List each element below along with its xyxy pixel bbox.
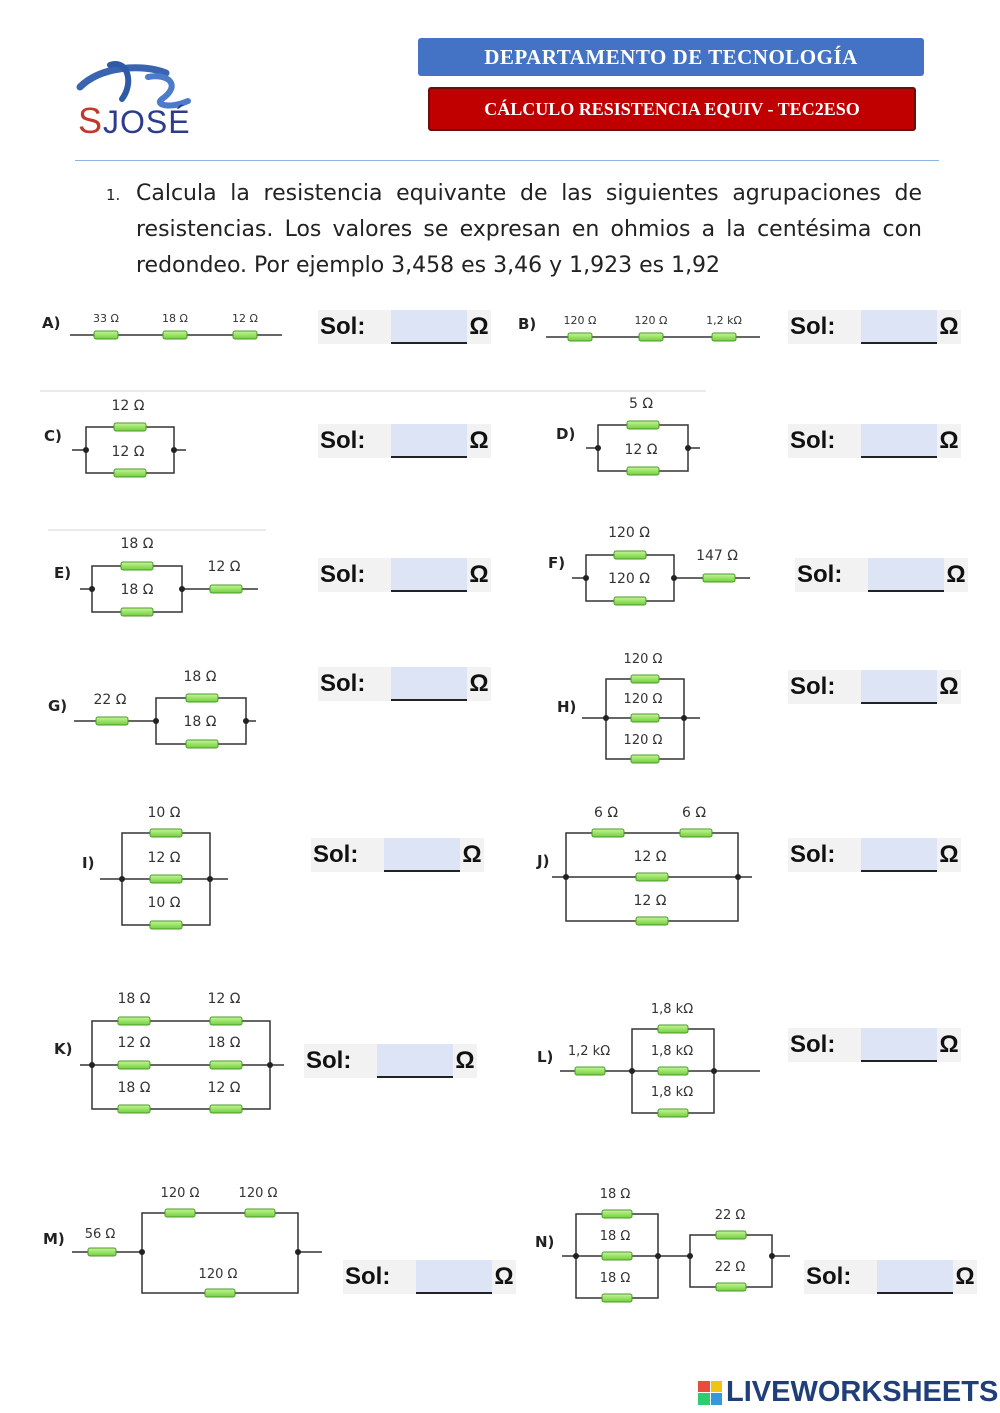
label-d1: 5 Ω: [628, 396, 654, 412]
label-n1: 18 Ω: [599, 1187, 631, 1202]
sol-j: [788, 838, 961, 872]
letter-d: D): [556, 425, 576, 443]
ohm-unit: Ω: [939, 427, 959, 454]
footer-brand: [698, 1376, 998, 1409]
label-l3: 1,8 kΩ: [650, 1044, 694, 1059]
label-h1: 120 Ω: [623, 652, 663, 667]
resistor-k2: [210, 1017, 242, 1025]
letter-i: I): [82, 854, 95, 872]
resistor-e3: [210, 585, 242, 593]
sol-c: [318, 424, 491, 458]
letter-g: G): [48, 697, 68, 715]
sol-label: Sol:: [306, 1047, 352, 1074]
resistor-g3: [186, 740, 218, 748]
answer-input-k[interactable]: [377, 1044, 453, 1078]
label-m4: 120 Ω: [198, 1267, 238, 1282]
resistor-a3: [233, 331, 257, 339]
logo-name: JOSÉ: [103, 104, 191, 140]
resistor-j4: [636, 917, 668, 925]
label-k3: 12 Ω: [117, 1035, 151, 1051]
sol-label: Sol:: [790, 673, 836, 700]
label-i2: 12 Ω: [147, 850, 181, 866]
resistor-i3: [150, 921, 182, 929]
letter-c: C): [44, 427, 62, 445]
label-l4: 1,8 kΩ: [650, 1085, 694, 1100]
label-h2: 120 Ω: [623, 692, 663, 707]
resistor-e2: [121, 608, 153, 616]
label-m3: 120 Ω: [238, 1186, 278, 1201]
resistor-n3: [602, 1294, 632, 1302]
label-a3: 12 Ω: [232, 312, 258, 325]
answer-input-i[interactable]: [384, 838, 460, 872]
letter-a: A): [42, 314, 61, 332]
ohm-unit: Ω: [494, 1263, 514, 1290]
answer-input-m[interactable]: [416, 1260, 492, 1294]
answer-input-g[interactable]: [391, 667, 467, 701]
ohm-unit: Ω: [462, 841, 482, 868]
label-j4: 12 Ω: [633, 893, 667, 909]
label-n3: 18 Ω: [599, 1271, 631, 1286]
resistor-f3: [703, 574, 735, 582]
instruction-number: 1.: [106, 186, 121, 204]
resistor-k6: [210, 1105, 242, 1113]
sol-label: Sol:: [320, 313, 366, 340]
resistor-k5: [118, 1105, 150, 1113]
sol-i: [311, 838, 484, 872]
resistor-n1: [602, 1210, 632, 1218]
resistor-n2: [602, 1252, 632, 1260]
sol-k: [304, 1044, 477, 1078]
resistor-h1: [631, 675, 659, 683]
ohm-unit: Ω: [939, 673, 959, 700]
footer-brand-text: LIVEWORKSHEETS: [726, 1376, 999, 1408]
label-c1: 12 Ω: [111, 398, 145, 414]
answer-input-l[interactable]: [861, 1028, 937, 1062]
resistor-b2: [639, 333, 663, 341]
resistor-h2: [631, 714, 659, 722]
answer-input-a[interactable]: [391, 310, 467, 344]
label-n4: 22 Ω: [714, 1208, 746, 1223]
sol-a: [318, 310, 491, 344]
resistor-h3: [631, 755, 659, 763]
sol-label: Sol:: [797, 561, 843, 588]
resistor-j1: [592, 829, 624, 837]
label-f2: 120 Ω: [608, 571, 650, 587]
label-l1: 1,2 kΩ: [567, 1044, 611, 1059]
sol-label: Sol:: [345, 1263, 391, 1290]
ohm-unit: Ω: [939, 1031, 959, 1058]
resistor-d1: [627, 421, 659, 429]
resistor-f1: [614, 551, 646, 559]
label-b1: 120 Ω: [563, 314, 597, 327]
resistor-c2: [114, 469, 146, 477]
label-e1: 18 Ω: [120, 536, 154, 552]
ohm-unit: Ω: [455, 1047, 475, 1074]
label-e3: 12 Ω: [207, 559, 241, 575]
label-g1: 22 Ω: [93, 692, 127, 708]
label-m2: 120 Ω: [160, 1186, 200, 1201]
resistor-i2: [150, 875, 182, 883]
label-n2: 18 Ω: [599, 1229, 631, 1244]
label-k5: 18 Ω: [117, 1080, 151, 1096]
label-f1: 120 Ω: [608, 525, 650, 541]
answer-input-e[interactable]: [391, 558, 467, 592]
label-g2: 18 Ω: [183, 669, 217, 685]
sol-d: [788, 424, 961, 458]
sol-label: Sol:: [320, 670, 366, 697]
label-f3: 147 Ω: [696, 548, 738, 564]
sol-label: Sol:: [320, 561, 366, 588]
label-d2: 12 Ω: [624, 442, 658, 458]
label-j2: 6 Ω: [681, 805, 707, 821]
resistor-g1: [96, 717, 128, 725]
sol-label: Sol:: [313, 841, 359, 868]
sol-e: [318, 558, 491, 592]
resistor-m4: [205, 1289, 235, 1297]
sol-label: Sol:: [790, 313, 836, 340]
label-g3: 18 Ω: [183, 714, 217, 730]
sol-n: [804, 1260, 977, 1294]
resistor-m1: [88, 1248, 116, 1256]
ohm-unit: Ω: [955, 1263, 975, 1290]
resistor-labels: [85, 312, 746, 1286]
label-k2: 12 Ω: [207, 991, 241, 1007]
resistor-a2: [163, 331, 187, 339]
label-i1: 10 Ω: [147, 805, 181, 821]
letter-k: K): [54, 1040, 73, 1058]
label-e2: 18 Ω: [120, 582, 154, 598]
label-k1: 18 Ω: [117, 991, 151, 1007]
resistor-k3: [118, 1061, 150, 1069]
resistor-d2: [627, 467, 659, 475]
letter-b: B): [518, 315, 537, 333]
resistor-b1: [568, 333, 592, 341]
label-l2: 1,8 kΩ: [650, 1002, 694, 1017]
answer-input-n[interactable]: [877, 1260, 953, 1294]
letter-l: L): [537, 1048, 554, 1066]
resistor-g2: [186, 694, 218, 702]
sol-f: [795, 558, 968, 592]
resistor-l2: [658, 1025, 688, 1033]
sol-l: [788, 1028, 961, 1062]
label-a2: 18 Ω: [162, 312, 188, 325]
sol-label: Sol:: [790, 427, 836, 454]
letter-j: J): [537, 852, 550, 870]
answer-input-b[interactable]: [861, 310, 937, 344]
label-k4: 18 Ω: [207, 1035, 241, 1051]
ohm-unit: Ω: [939, 841, 959, 868]
label-a1: 33 Ω: [93, 312, 119, 325]
label-n5: 22 Ω: [714, 1260, 746, 1275]
ohm-unit: Ω: [946, 561, 966, 588]
ohm-unit: Ω: [469, 313, 489, 340]
label-b3: 1,2 kΩ: [706, 314, 742, 327]
resistor-a1: [94, 331, 118, 339]
resistor-f2: [614, 597, 646, 605]
resistors: [88, 331, 746, 1302]
resistor-c1: [114, 423, 146, 431]
label-b2: 120 Ω: [634, 314, 668, 327]
sol-label: Sol:: [320, 427, 366, 454]
label-k6: 12 Ω: [207, 1080, 241, 1096]
resistor-n5: [716, 1283, 746, 1291]
letter-m: M): [43, 1230, 65, 1248]
sol-g: [318, 667, 491, 701]
sol-b: [788, 310, 961, 344]
resistor-l4: [658, 1109, 688, 1117]
resistor-k1: [118, 1017, 150, 1025]
letter-n: N): [535, 1233, 555, 1251]
resistor-l1: [575, 1067, 605, 1075]
sol-m: [343, 1260, 516, 1294]
label-i3: 10 Ω: [147, 895, 181, 911]
answer-input-h[interactable]: [861, 670, 937, 704]
letter-h: H): [557, 698, 577, 716]
ohm-unit: Ω: [469, 427, 489, 454]
resistor-e1: [121, 562, 153, 570]
instruction-text: Calcula la resistencia equivante de las siguientes agrupaciones de resistencias. Los valores se expresan en ohmios a la centésima con redondeo. Por ejemplo 3,458 es 3,46 y 1,923 es 1,92: [136, 181, 922, 278]
resistor-b3: [712, 333, 736, 341]
letter-e: E): [54, 564, 72, 582]
liveworksheets-icon: [698, 1381, 722, 1405]
label-m1: 56 Ω: [84, 1227, 116, 1242]
answer-input-j[interactable]: [861, 838, 937, 872]
sol-label: Sol:: [790, 1031, 836, 1058]
resistor-i1: [150, 829, 182, 837]
resistor-n4: [716, 1231, 746, 1239]
resistor-m2: [165, 1209, 195, 1217]
answer-input-c[interactable]: [391, 424, 467, 458]
logo-initial: S: [78, 100, 104, 141]
answer-input-f[interactable]: [868, 558, 944, 592]
resistor-l3: [658, 1067, 688, 1075]
sol-label: Sol:: [806, 1263, 852, 1290]
label-j1: 6 Ω: [593, 805, 619, 821]
letter-f: F): [548, 554, 566, 572]
answer-input-d[interactable]: [861, 424, 937, 458]
label-c2: 12 Ω: [111, 444, 145, 460]
ohm-unit: Ω: [939, 313, 959, 340]
resistor-k4: [210, 1061, 242, 1069]
department-banner: DEPARTAMENTO DE TECNOLOGÍA: [418, 38, 924, 76]
subtitle-banner: CÁLCULO RESISTENCIA EQUIV - TEC2ESO: [428, 87, 916, 131]
resistor-j3: [636, 873, 668, 881]
sol-h: [788, 670, 961, 704]
ohm-unit: Ω: [469, 561, 489, 588]
resistor-j2: [680, 829, 712, 837]
label-h3: 120 Ω: [623, 733, 663, 748]
sol-label: Sol:: [790, 841, 836, 868]
resistor-m3: [245, 1209, 275, 1217]
label-j3: 12 Ω: [633, 849, 667, 865]
ohm-unit: Ω: [469, 670, 489, 697]
